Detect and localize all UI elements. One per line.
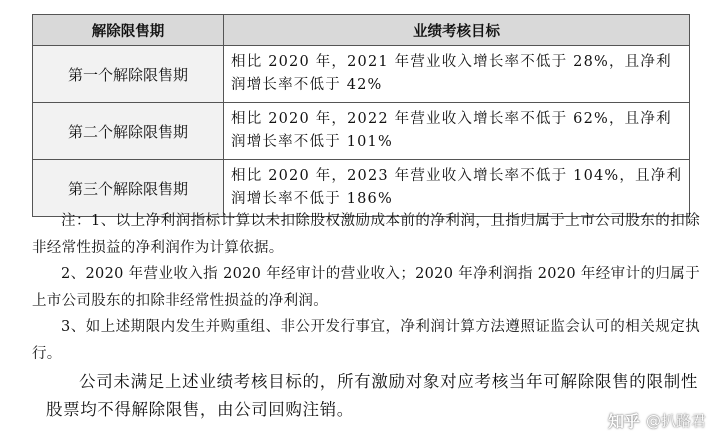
period-cell: 第一个解除限售期 [33,46,224,103]
zhihu-logo: 知乎 [607,412,640,431]
header-target: 业绩考核目标 [224,15,690,46]
target-cell: 相比 2020 年，2022 年营业收入增长率不低于 62%，且净利润增长率不低于 101% [224,103,690,160]
watermark-author: @扒路君 [645,412,706,430]
header-period: 解除限售期 [33,15,224,46]
period-cell: 第三个解除限售期 [33,160,224,217]
table-row [33,46,690,103]
table-row [33,103,690,160]
note-2: 2、2020 年营业收入指 2020 年经审计的营业收入；2020 年净利润指 2020 年经审计的归属于上市公司股东的扣除非经常性损益的净利润。 [32,266,700,309]
target-cell: 相比 2020 年，2023 年营业收入增长率不低于 104%，且净利润增长率不低于 186% [224,160,690,217]
performance-target-table [32,14,690,217]
note-1: 注：1、以上净利润指标计算以未扣除股权激励成本前的净利润，且指归属于上市公司股东的扣除非经常性损益的净利润作为计算依据。 [32,213,700,256]
table-notes [32,208,700,367]
table-header-row [33,15,690,46]
body-paragraph: 公司未满足上述业绩考核目标的，所有激励对象对应考核当年可解除限售的限制性股票均不得解除限售，由公司回购注销。 [46,372,698,419]
period-cell: 第二个解除限售期 [33,103,224,160]
note-3: 3、如上述期限内发生并购重组、非公开发行事宜，净利润计算方法遵照证监会认可的相关规定执行。 [32,319,700,362]
watermark [608,409,706,432]
target-cell: 相比 2020 年，2021 年营业收入增长率不低于 28%，且净利润增长率不低于 42% [224,46,690,103]
